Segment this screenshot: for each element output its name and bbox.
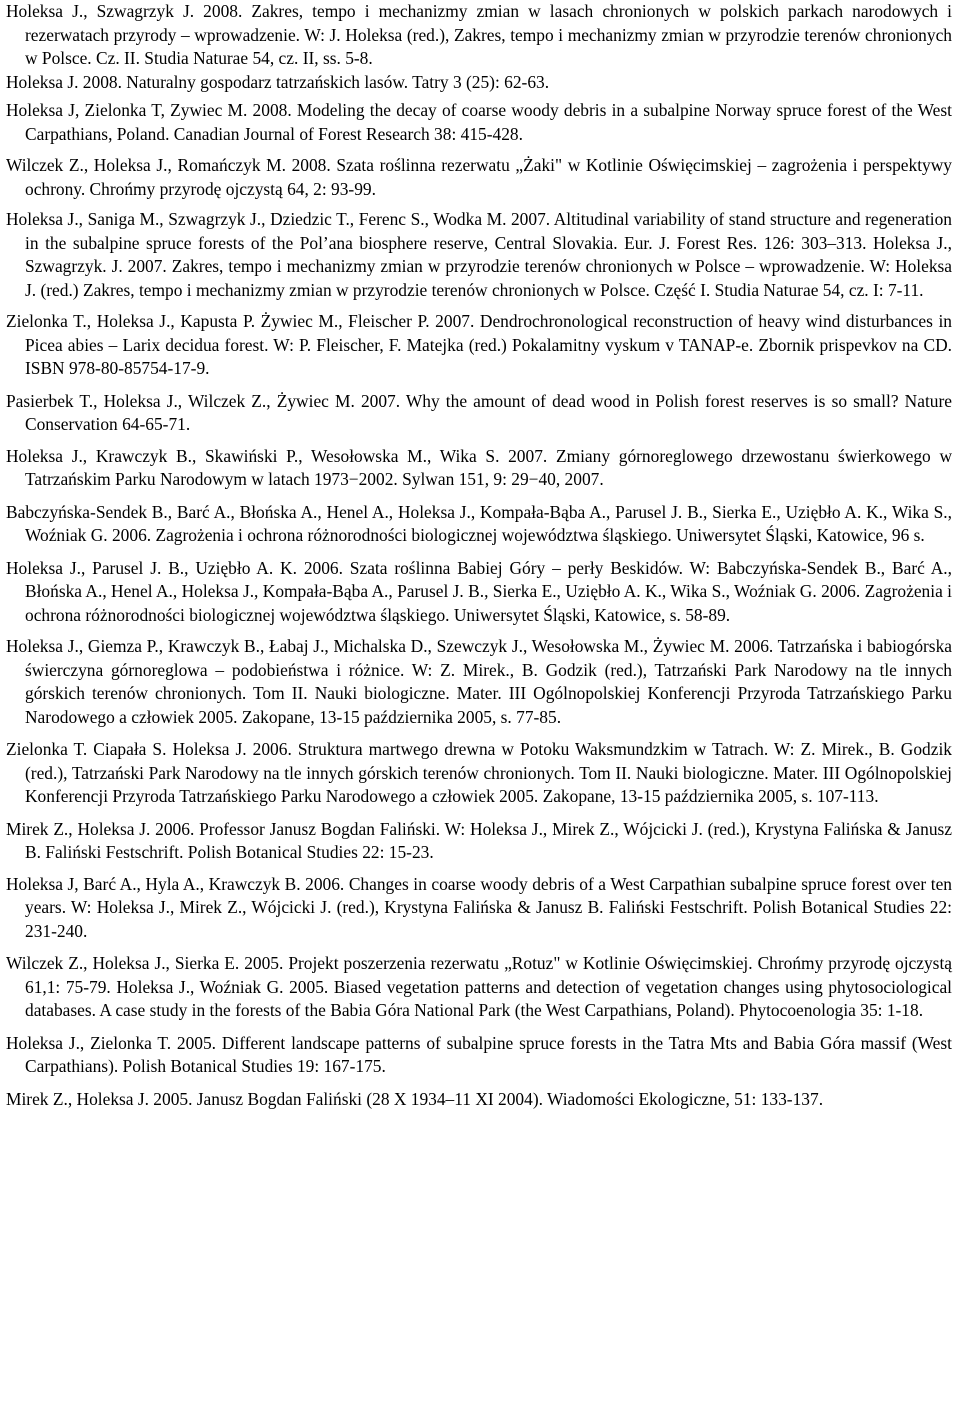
reference-entry: Holeksa J., Giemza P., Krawczyk B., Łabaj J., Michalska D., Szewczyk J., Wesołowska M., Żywiec M. 2006. Tatrzańska i babiogórska świerczyna górnoreglowa – podobieństwa i różnice. W: Z. Mirek., B. Godzik (red.), Tatrzański Park Narodowy na tle innych górskich terenów chronionych. Tom II. Nauki biologiczne. Mater. III Ogólnopolskiej Konferencji Przyroda Tatrzańskiego Parku Narodowego a człowiek 2005. Zakopane, 13-15 października 2005, s. 77-85. (6, 636, 952, 727)
reference-entry: Holeksa J, Zielonka T, Zywiec M. 2008. Modeling the decay of coarse woody debris in a subalpine Norway spruce forest of the West Carpathians, Poland. Canadian Journal of Forest Research 38: 415-428. (6, 100, 952, 144)
reference-entry: Holeksa J., Saniga M., Szwagrzyk J., Dziedzic T., Ferenc S., Wodka M. 2007. Altitudinal variability of stand structure and regeneration in the subalpine spruce forests of the Pol’ana biosphere reserve, Central Slovakia. Eur. J. Forest Res. 126: 303–313. Holeksa J., Szwagrzyk. J. 2007. Zakres, tempo i mechanizmy zmian w przyrodzie terenów chronionych w Polsce – wprowadzenie. W: Holeksa J. (red.) Zakres, tempo i mechanizmy zmian w przyrodzie terenów chronionych w Polsce. Część I. Studia Naturae 54, cz. I: 7-11. (6, 209, 952, 300)
reference-entry: Pasierbek T., Holeksa J., Wilczek Z., Żywiec M. 2007. Why the amount of dead wood in Polish forest reserves is so small? Nature Conservation 64-65-71. (6, 390, 952, 434)
reference-entry: Zielonka T. Ciapała S. Holeksa J. 2006. Struktura martwego drewna w Potoku Waksmundzkim w Tatrach. W: Z. Mirek., B. Godzik (red.), Tatrzański Park Narodowy na tle innych górskich terenów chronionych. Tom II. Nauki biologiczne. Mater. III Ogólnopolskiej Konferencji Przyroda Tatrzańskiego Parku Narodowego a człowiek 2005. Zakopane, 13-15 października 2005, s. 107-113. (6, 739, 952, 806)
reference-entry: Mirek Z., Holeksa J. 2005. Janusz Bogdan Faliński (28 X 1934–11 XI 2004). Wiadomości Ekologiczne, 51: 133-137. (6, 1088, 824, 1109)
reference-entry: Holeksa J., Szwagrzyk J. 2008. Zakres, tempo i mechanizmy zmian w lasach chronionych w polskich parkach narodowych i rezerwatach przyrody – wprowadzenie. W: J. Holeksa (red.), Zakres, tempo i mechanizmy zmian w przyrodzie terenów chronionych w Polsce. Cz. II. Studia Naturae 54, cz. II, ss. 5-8. (6, 1, 952, 68)
reference-entry: Holeksa J., Parusel J. B., Uziębło A. K. 2006. Szata roślinna Babiej Góry – perły Beskidów. W: Babczyńska-Sendek B., Barć A., Błońska A., Henel A., Holeksa J., Kompała-Bąba A., Parusel J. B., Sierka E., Uziębło A. K., Wika S., Woźniak G. 2006. Zagrożenia i ochrona różnorodności biologicznej województwa śląskiego. Uniwersytet Śląski, Katowice, s. 58-89. (6, 557, 952, 625)
reference-entry: Holeksa J., Zielonka T. 2005. Different landscape patterns of subalpine spruce forests in the Tatra Mts and Babia Góra massif (West Carpathians). Polish Botanical Studies 19: 167-175. (6, 1032, 952, 1076)
reference-entry: Holeksa J. 2008. Naturalny gospodarz tatrzańskich lasów. Tatry 3 (25): 62-63. (6, 71, 550, 92)
reference-entry: Wilczek Z., Holeksa J., Sierka E. 2005. Projekt poszerzenia rezerwatu „Rotuz" w Kotlinie Oświęcimskiej. Chrońmy przyrodę ojczystą 61,1: 75-79. Holeksa J., Woźniak G. 2005. Biased vegetation patterns and detection of vegetation changes using phytosociological databases. A case study in the forests of the Babia Góra National Park (the West Carpathians, Poland). Phytocoenologia 35: 1-18. (6, 953, 952, 1020)
reference-entry: Mirek Z., Holeksa J. 2006. Professor Janusz Bogdan Faliński. W: Holeksa J., Mirek Z., Wójcicki J. (red.), Krystyna Falińska & Janusz B. Faliński Festschrift. Polish Botanical Studies 22: 15-23. (6, 818, 952, 862)
reference-entry: Wilczek Z., Holeksa J., Romańczyk M. 2008. Szata roślinna rezerwatu „Żaki" w Kotlinie Oświęcimskiej – zagrożenia i perspektywy ochrony. Chrońmy przyrodę ojczystą 64, 2: 93-99. (6, 155, 952, 199)
reference-entry: Babczyńska-Sendek B., Barć A., Błońska A., Henel A., Holeksa J., Kompała-Bąba A., Parusel J. B., Sierka E., Uziębło A. K., Wika S., Woźniak G. 2006. Zagrożenia i ochrona różnorodności biologicznej województwa śląskiego. Uniwersytet Śląski, Katowice, 96 s. (6, 501, 952, 545)
reference-entry: Holeksa J., Krawczyk B., Skawiński P., Wesołowska M., Wika S. 2007. Zmiany górnoreglowego drzewostanu świerkowego w Tatrzańskim Parku Narodowym w latach 1973−2002. Sylwan 151, 9: 29−40, 2007. (6, 445, 952, 489)
reference-entry: Zielonka T., Holeksa J., Kapusta P. Żywiec M., Fleischer P. 2007. Dendrochronological reconstruction of heavy wind disturbances in Picea abies – Larix decidua forest. W: P. Fleischer, F. Matejka (red.) Pokalamitny vyskum v TANAP-e. Zbornik prispevkov na CD. ISBN 978-80-85754-17-9. (6, 311, 952, 378)
reference-entry: Holeksa J, Barć A., Hyla A., Krawczyk B. 2006. Changes in coarse woody debris of a West Carpathian subalpine spruce forest over ten years. W: Holeksa J., Mirek Z., Wójcicki J. (red.), Krystyna Falińska & Janusz B. Faliński Festschrift. Polish Botanical Studies 22: 231-240. (6, 873, 952, 941)
